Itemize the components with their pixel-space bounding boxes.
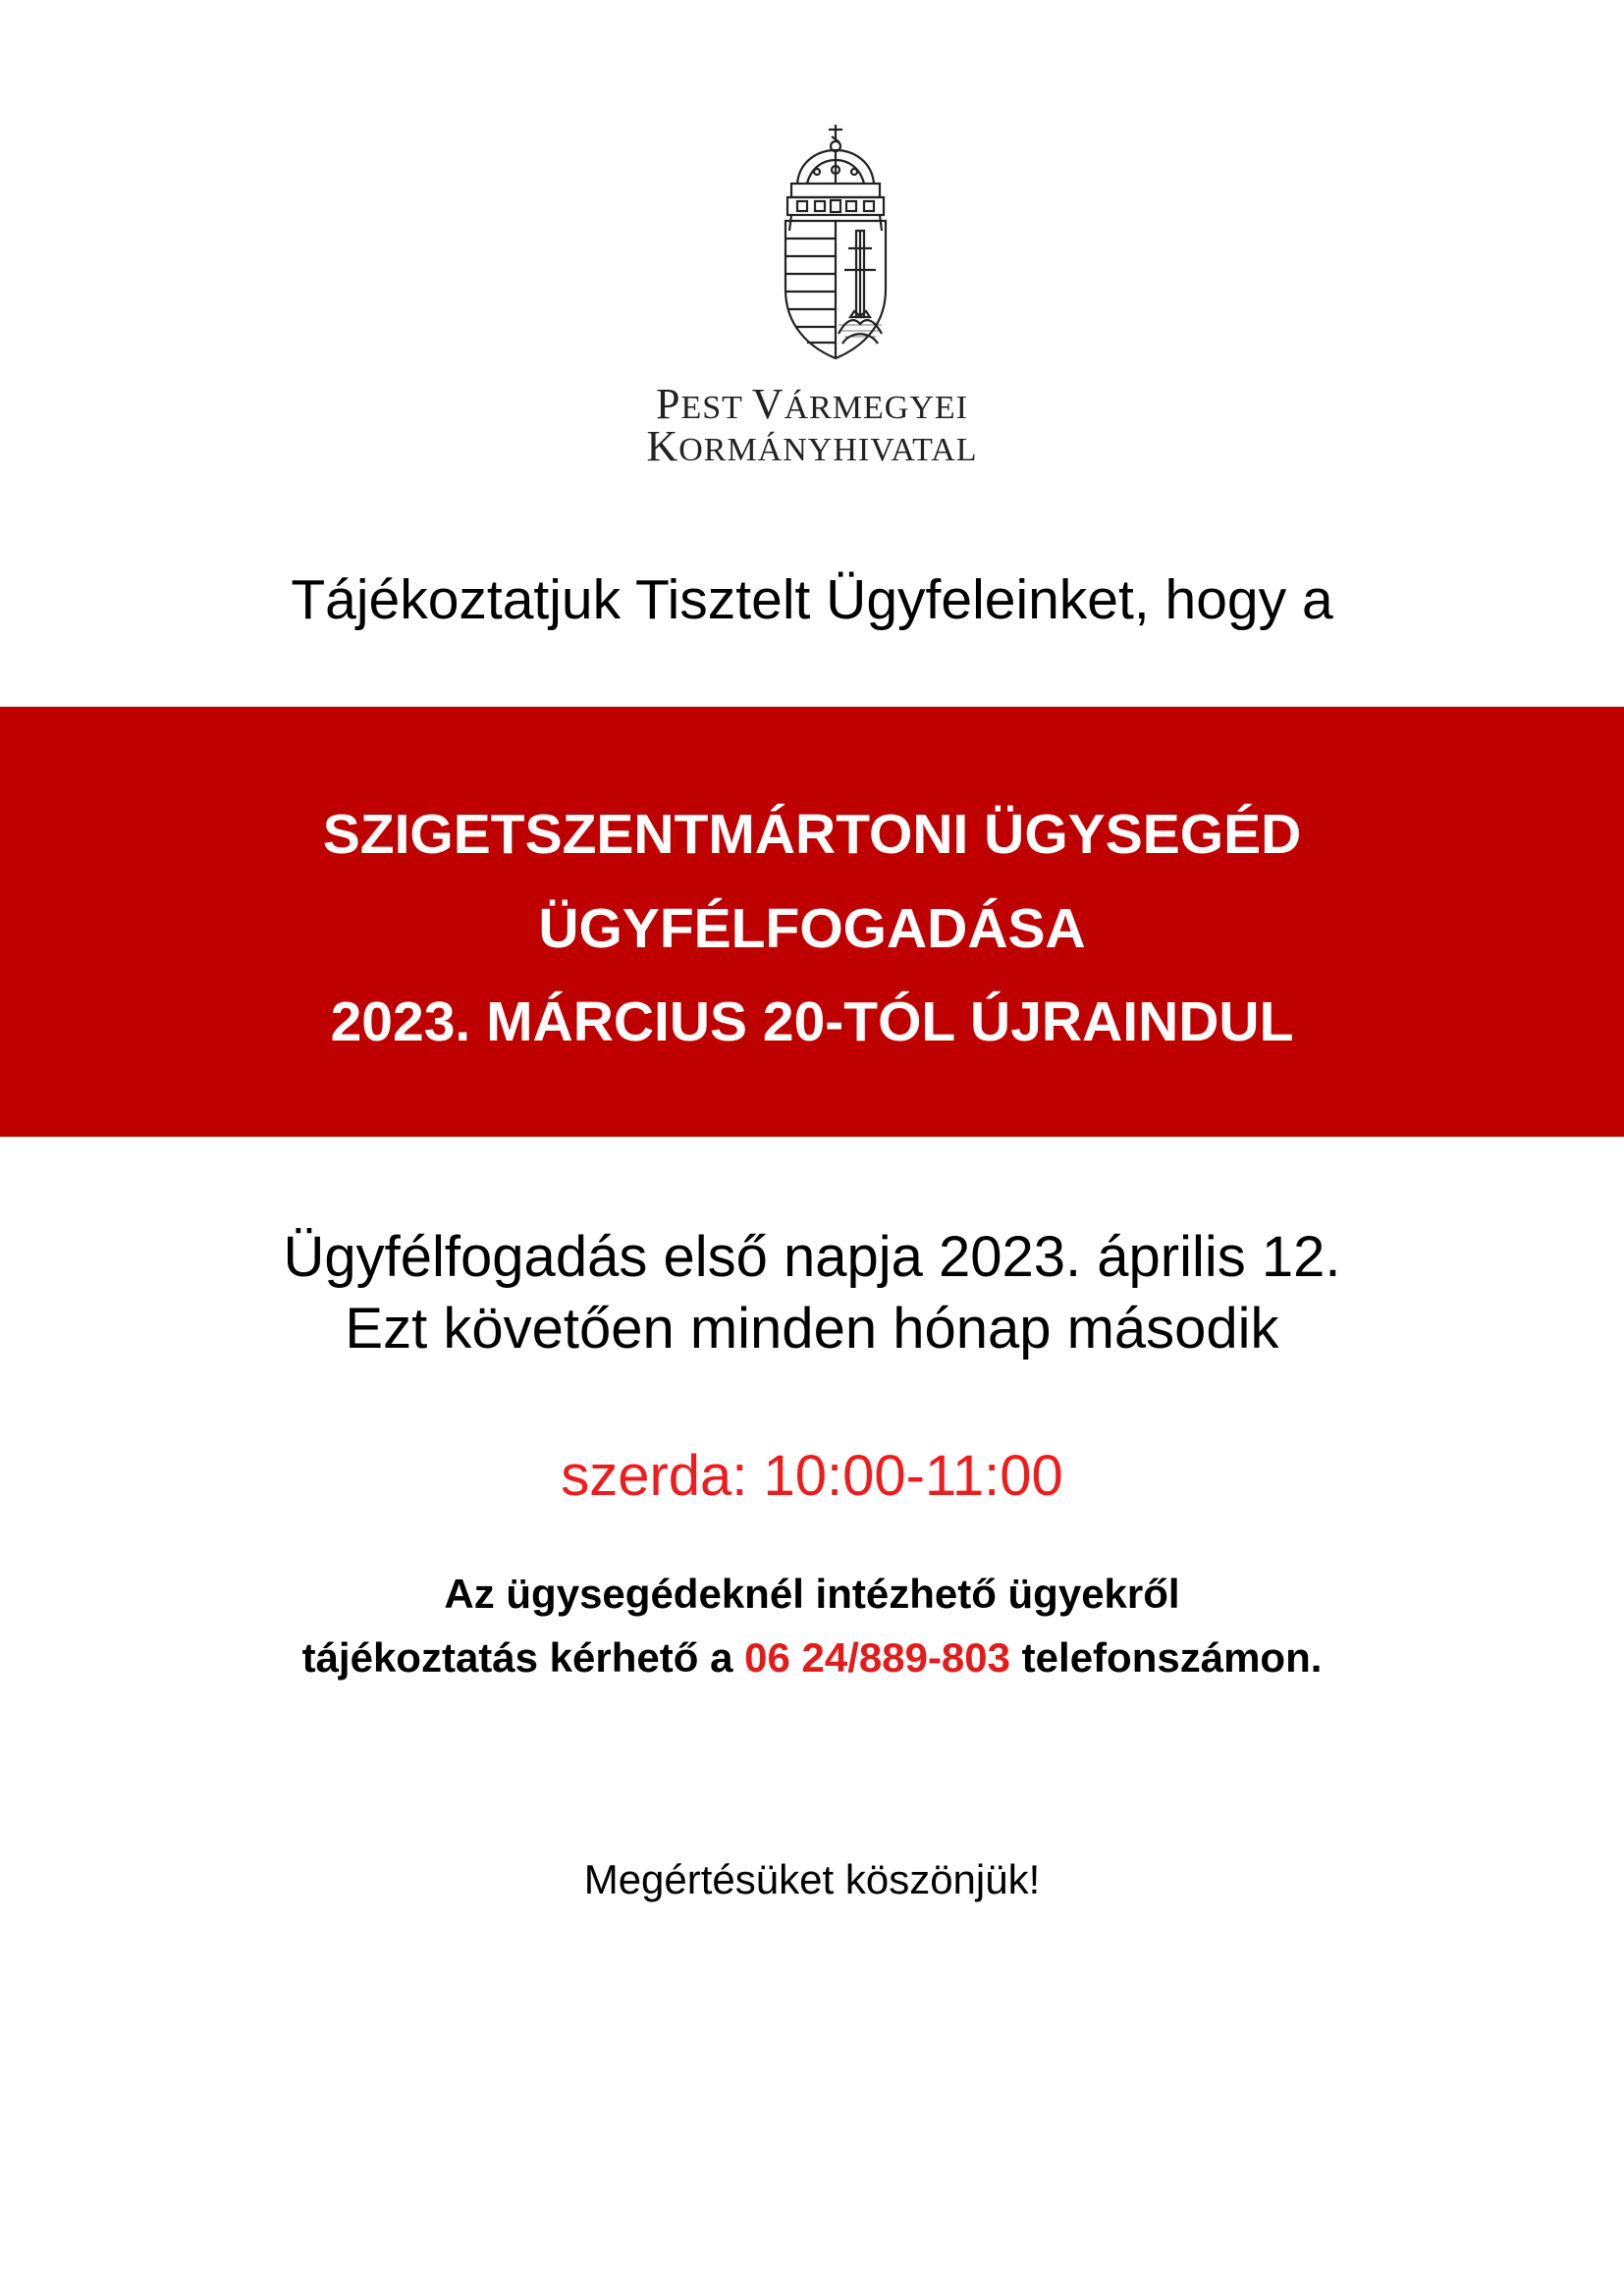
contact-text-before: tájékoztatás kérhető a <box>301 1634 745 1681</box>
hungarian-coat-of-arms-icon <box>778 123 893 363</box>
office-hours: szerda: 10:00-11:00 <box>561 1444 1063 1508</box>
banner-line: 2023. MÁRCIUS 20-TÓL ÚJRAINDUL <box>330 990 1294 1053</box>
contact-text-line-2 <box>0 1634 1624 1681</box>
org-name-initial: V <box>751 380 785 428</box>
contact-text-after: telefonszámon. <box>1010 1634 1323 1681</box>
org-name-text: EST <box>680 390 752 426</box>
schedule-text: Ezt követően minden hónap második <box>345 1297 1279 1361</box>
closing-text: Megértésüket köszönjük! <box>583 1856 1041 1902</box>
org-name-text: ORMÁNYHIVATAL <box>678 432 978 468</box>
contact-text-line-1: Az ügysegédeknél intézhető ügyekről <box>444 1571 1180 1617</box>
banner-line: SZIGETSZENTMÁRTONI ÜGYSEGÉD <box>322 803 1302 866</box>
phone-number: 06 24/889-803 <box>744 1634 1011 1681</box>
org-name-text: ÁRMEGYEI <box>784 390 969 426</box>
org-name-initial: P <box>655 380 681 428</box>
banner-line: ÜGYFÉLFOGADÁSA <box>538 897 1086 960</box>
org-name-line-2 <box>0 422 1624 470</box>
intro-text: Tájékoztatjuk Tisztelt Ügyfeleinket, hogy a <box>291 568 1333 631</box>
org-name-line-1 <box>0 380 1624 428</box>
first-day-text: Ügyfélfogadás első napja 2023. április 12. <box>283 1225 1341 1289</box>
org-name-initial: K <box>646 422 679 470</box>
announcement-banner <box>0 707 1624 1137</box>
